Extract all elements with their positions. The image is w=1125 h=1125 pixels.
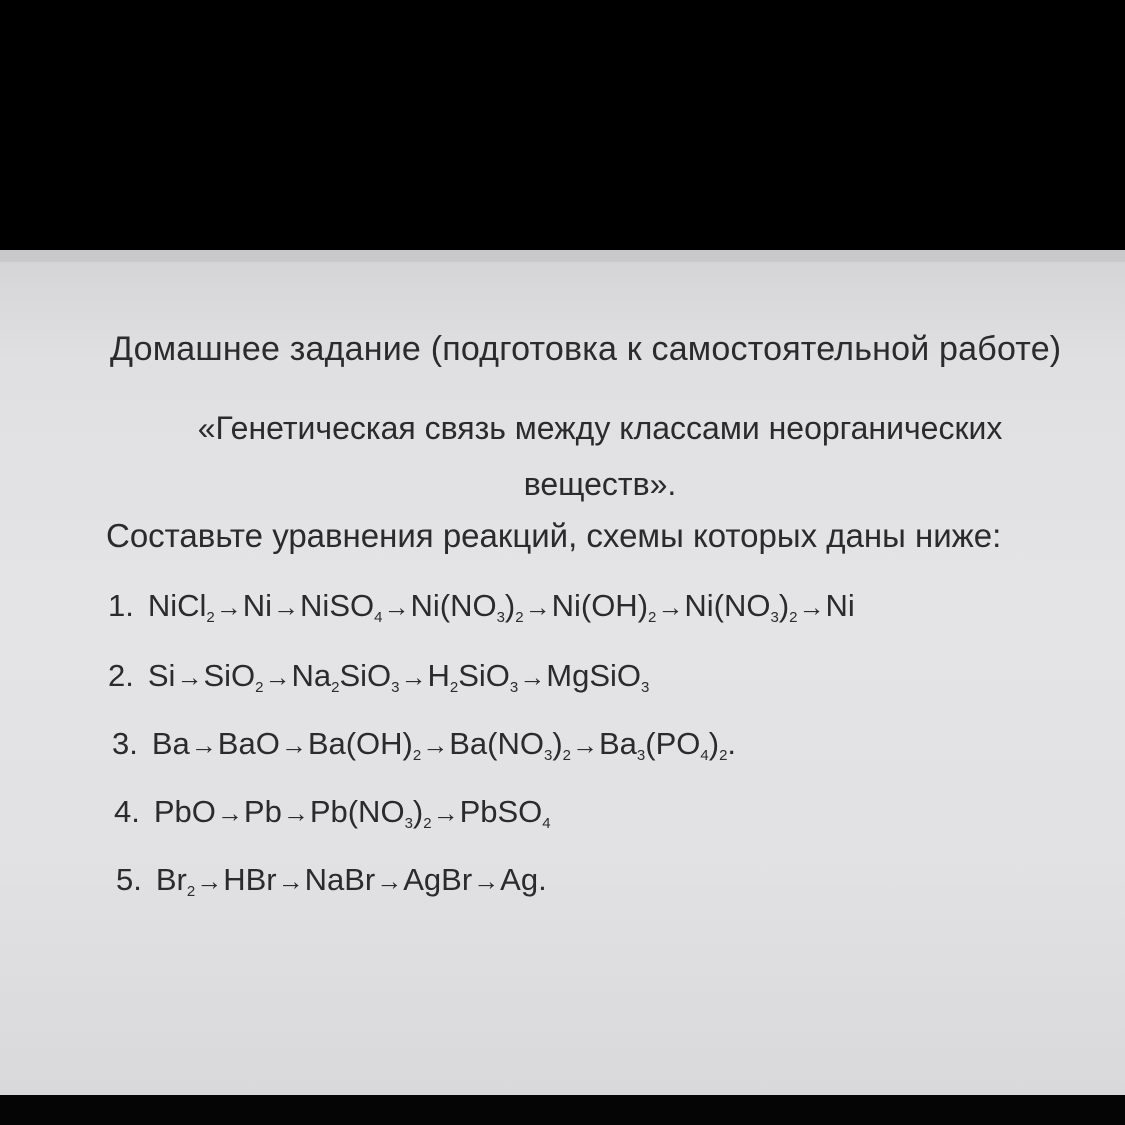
reaction-scheme: $Br_2\to HBr\to NaBr\to AgBr\to Ag$.: [155, 862, 547, 900]
task-item: [116, 862, 547, 900]
reaction-scheme: $Ba\to BaO\to Ba(OH)_2\to Ba(NO_3)_2\to Ba_3(PO_4)_2$.: [151, 726, 737, 764]
task-number: 4.: [114, 794, 140, 829]
reaction-scheme: $PbO\to Pb\to Pb(NO_3)_2\to PbSO_4$: [153, 794, 551, 832]
task-number: 2.: [108, 658, 134, 693]
reaction-scheme: $Si\to SiO_2\to Na_2SiO_3\to H_2SiO_3\to MgSiO_3$: [147, 658, 650, 696]
task-number: 1.: [108, 588, 134, 623]
task-number: 3.: [112, 726, 138, 761]
reaction-scheme: $NiCl_2\to Ni\to NiSO_4\to Ni(NO_3)_2\to Ni(OH)_2\to Ni(NO_3)_2\to Ni$: [147, 588, 855, 626]
task-item: [108, 588, 855, 626]
task-item: [108, 658, 649, 696]
screen-bottom-bezel: [0, 1095, 1125, 1125]
page-title: Домашнее задание (подготовка к самостоятельной работе): [110, 330, 1062, 368]
task-item: [112, 726, 736, 764]
task-number: 5.: [116, 862, 142, 897]
document-sheet: [0, 250, 1125, 1095]
topic-subtitle: «Генетическая связь между классами неорганических веществ».: [197, 410, 1003, 502]
task-item: [114, 794, 551, 832]
assignment-instruction: Составьте уравнения реакций, схемы которых даны ниже:: [106, 517, 1002, 554]
